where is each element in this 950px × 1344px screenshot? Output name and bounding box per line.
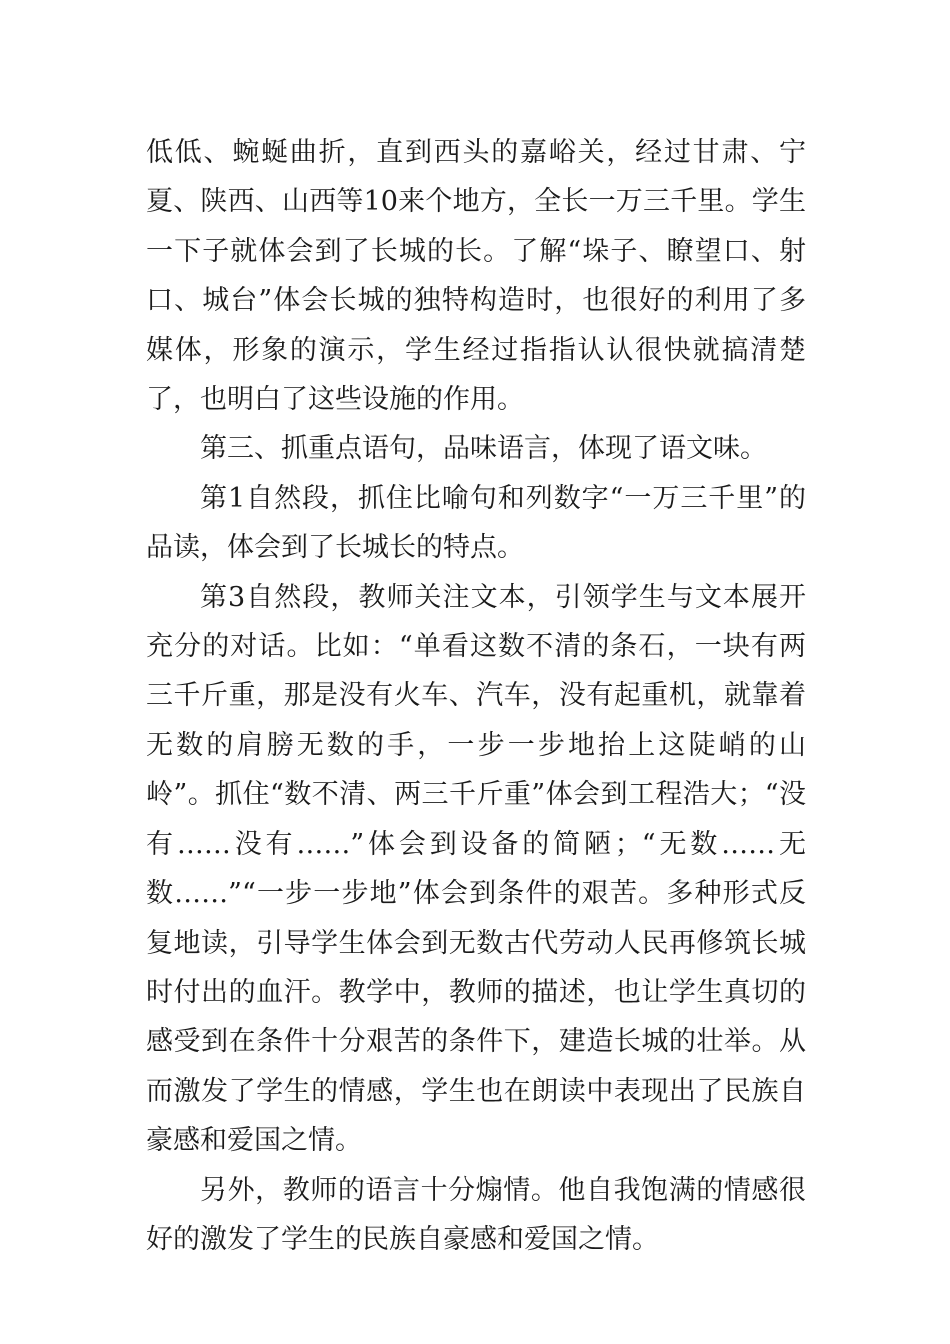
paragraph-3: 第1自然段，抓住比喻句和列数字“一万三千里”的品读，体会到了长城长的特点。 — [146, 482, 806, 564]
paragraph-2: 第三、抓重点语句，品味语言，体现了语文味。 — [200, 433, 767, 465]
paragraph-4: 第3自然段，教师关注文本，引领学生与文本展开充分的对话。比如：“单看这数不清的条石，一块有两三千斤重，那是没有火车、汽车，没有起重机，就靠着无数的肩膀无数的手，一步一步地抬上这陡峭的山岭”。抓住“数不清、两三千斤重”体会到工程浩大；“没有……没有……”体会到设备的简陋；“无数……无数……”“一步一步地”体会到条件的艰苦。多种形式反复地读，引导学生体会到无数古代劳动人民再修筑长城时付出的血汗。教学中，教师的描述，也让学生真切的感受到在条件十分艰苦的条件下，建造长城的壮举。从而激发了学生的情感，学生也在朗读中表现出了民族自豪感和爱国之情。 — [146, 581, 806, 1157]
paragraph-5: 另外，教师的语言十分煽情。他自我饱满的情感很好的激发了学生的民族自豪感和爱国之情。 — [146, 1174, 806, 1255]
document-body — [146, 128, 806, 1264]
paragraph-1: 低低、蜿蜒曲折，直到西头的嘉峪关，经过甘肃、宁夏、陕西、山西等10来个地方，全长一万三千里。学生一下子就体会到了长城的长。了解“垛子、瞭望口、射口、城台”体会长城的独特构造时，也很好的利用了多媒体，形象的演示，学生经过指指认认很快就搞清楚了，也明白了这些设施的作用。 — [146, 137, 806, 416]
